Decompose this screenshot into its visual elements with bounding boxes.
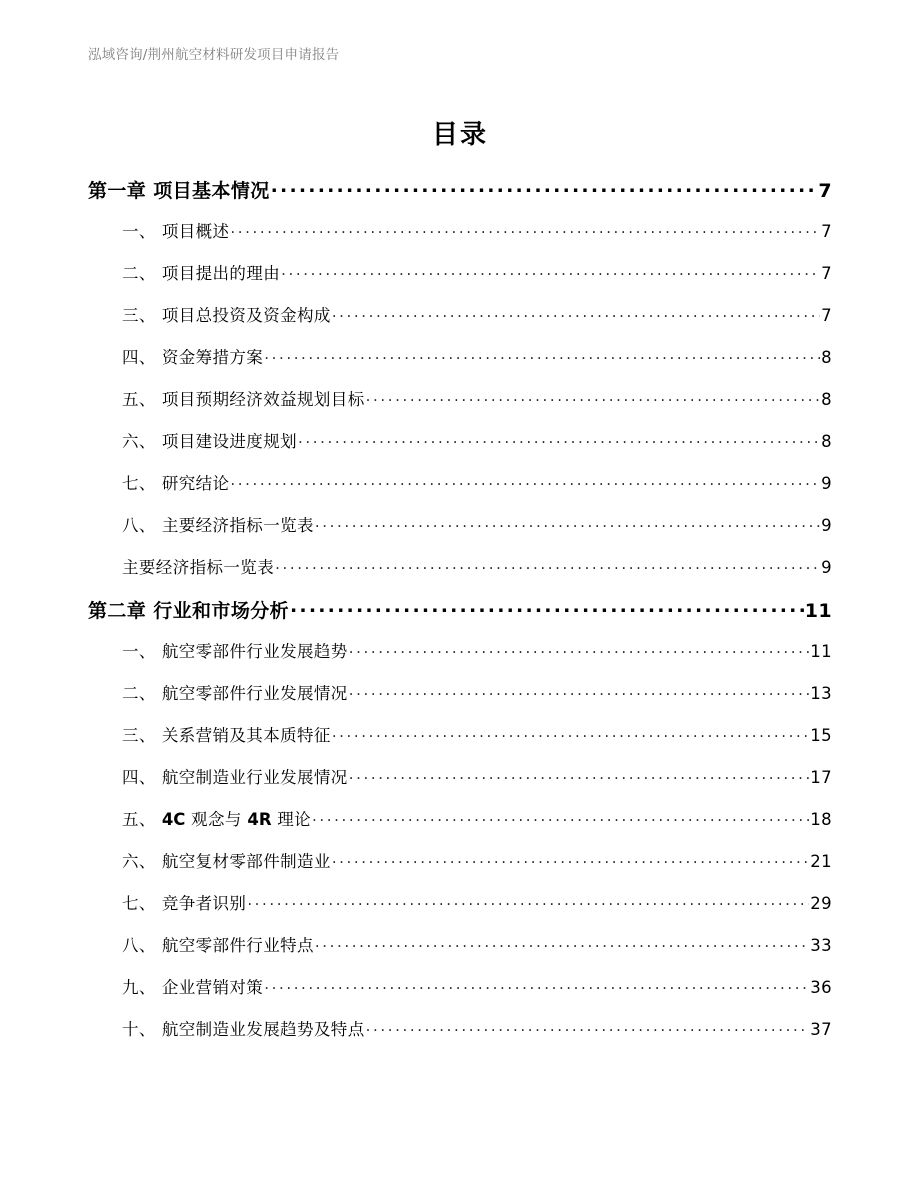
toc-entry-label: 项目提出的理由	[161, 264, 281, 283]
toc-entry-number: 一、	[122, 222, 156, 241]
toc-entry-label: 航空零部件行业特点	[161, 936, 314, 955]
dot-leader	[264, 347, 820, 364]
toc-entry-page-number: 11	[810, 642, 832, 661]
toc-entry-page-number: 29	[810, 894, 832, 913]
dot-leader	[332, 305, 820, 322]
toc-entry-label: 关系营销及其本质特征	[161, 726, 331, 745]
toc-entry-number: 八、	[122, 516, 156, 535]
toc-entry-page-number: 33	[810, 936, 832, 955]
toc-entry-label: 项目总投资及资金构成	[161, 306, 331, 325]
toc-entry-label: 航空复材零部件制造业	[161, 852, 331, 871]
toc-entry-page-number: 18	[810, 810, 832, 829]
toc-entry-资金筹措方案[interactable]	[88, 344, 832, 386]
toc-entry-项目预期经济效益规划目标[interactable]	[88, 386, 832, 428]
toc-entry-number: 四、	[122, 348, 156, 367]
toc-entry-项目概述[interactable]	[88, 218, 832, 260]
toc-entry-page-number: 9	[821, 516, 832, 535]
toc-entry-page-number: 37	[810, 1020, 832, 1039]
toc-entry-label: 航空零部件行业发展趋势	[161, 642, 348, 661]
toc-entry-航空制造业发展趋势及特点[interactable]	[88, 1016, 832, 1058]
toc-entry-number: 五、	[122, 390, 156, 409]
toc-entry-航空零部件行业特点[interactable]	[88, 932, 832, 974]
dot-leader	[366, 389, 820, 406]
dot-leader	[290, 598, 804, 617]
toc-entry-label: 竞争者识别	[161, 894, 247, 913]
running-header: 泓域咨询/荆州航空材料研发项目申请报告	[88, 47, 340, 63]
toc-entry-航空零部件行业发展情况[interactable]	[88, 680, 832, 722]
toc-entry-竞争者识别[interactable]	[88, 890, 832, 932]
toc-entry-第二章-行业和市场分析[interactable]	[88, 596, 832, 638]
table-of-contents	[88, 176, 832, 1058]
toc-entry-number: 二、	[122, 684, 156, 703]
toc-entry-number: 六、	[122, 852, 156, 871]
toc-entry-page-number: 9	[821, 474, 832, 493]
latin-fragment: 4R	[247, 810, 272, 829]
toc-entry-page-number: 7	[821, 264, 832, 283]
toc-entry-number: 六、	[122, 432, 156, 451]
dot-leader	[230, 221, 820, 238]
toc-entry-number: 七、	[122, 474, 156, 493]
toc-entry-企业营销对策[interactable]	[88, 974, 832, 1016]
toc-entry-number: 四、	[122, 768, 156, 787]
toc-entry-4c-观念与-4r-理论[interactable]	[88, 806, 832, 848]
dot-leader	[247, 893, 809, 910]
toc-entry-number: 三、	[122, 726, 156, 745]
toc-entry-label: 航空零部件行业发展情况	[161, 684, 348, 703]
toc-entry-label: 研究结论	[161, 474, 230, 493]
toc-entry-number: 八、	[122, 936, 156, 955]
dot-leader	[298, 431, 820, 448]
dot-leader	[366, 1019, 810, 1036]
dot-leader	[332, 851, 809, 868]
toc-entry-page-number: 7	[821, 306, 832, 325]
toc-entry-label: 第二章 行业和市场分析	[88, 600, 290, 622]
dot-leader	[264, 977, 809, 994]
dot-leader	[332, 725, 809, 742]
toc-entry-项目提出的理由[interactable]	[88, 260, 832, 302]
dot-leader	[349, 683, 809, 700]
toc-entry-page-number: 13	[810, 684, 832, 703]
toc-entry-label: 航空制造业发展趋势及特点	[161, 1020, 365, 1039]
toc-entry-项目总投资及资金构成[interactable]	[88, 302, 832, 344]
toc-entry-研究结论[interactable]	[88, 470, 832, 512]
toc-entry-航空零部件行业发展趋势[interactable]	[88, 638, 832, 680]
toc-entry-number: 七、	[122, 894, 156, 913]
toc-entry-page-number: 9	[821, 558, 832, 577]
dot-leader	[315, 515, 820, 532]
toc-entry-page-number: 8	[821, 390, 832, 409]
toc-entry-主要经济指标一览表[interactable]	[88, 512, 832, 554]
toc-entry-label: 项目建设进度规划	[161, 432, 298, 451]
toc-entry-number: 三、	[122, 306, 156, 325]
toc-entry-主要经济指标一览表[interactable]	[88, 554, 832, 596]
toc-entry-page-number: 15	[810, 726, 832, 745]
toc-entry-number: 一、	[122, 642, 156, 661]
toc-entry-航空复材零部件制造业[interactable]	[88, 848, 832, 890]
toc-entry-label: 4C 观念与 4R 理论	[161, 810, 312, 829]
toc-entry-label: 企业营销对策	[161, 978, 264, 997]
toc-entry-page-number: 17	[810, 768, 832, 787]
page-title: 目录	[431, 120, 488, 150]
dot-leader	[281, 263, 820, 280]
dot-leader	[349, 767, 809, 784]
toc-entry-page-number: 21	[810, 852, 832, 871]
toc-entry-label: 主要经济指标一览表	[161, 516, 314, 535]
toc-entry-第一章-项目基本情况[interactable]	[88, 176, 832, 218]
toc-entry-page-number: 7	[821, 222, 832, 241]
latin-fragment: 4C	[161, 810, 186, 829]
toc-entry-label: 项目预期经济效益规划目标	[161, 390, 365, 409]
dot-leader	[230, 473, 820, 490]
dot-leader	[349, 641, 809, 658]
toc-entry-number: 十、	[122, 1020, 156, 1039]
toc-entry-page-number: 11	[804, 600, 832, 622]
dot-leader	[312, 809, 809, 826]
dot-leader	[271, 178, 818, 197]
toc-entry-label: 航空制造业行业发展情况	[161, 768, 348, 787]
toc-entry-label: 资金筹措方案	[161, 348, 264, 367]
toc-entry-航空制造业行业发展情况[interactable]	[88, 764, 832, 806]
dot-leader	[275, 557, 820, 574]
toc-entry-label: 第一章 项目基本情况	[88, 180, 270, 202]
toc-entry-label: 项目概述	[161, 222, 230, 241]
toc-entry-page-number: 8	[821, 432, 832, 451]
toc-entry-number: 二、	[122, 264, 156, 283]
toc-entry-关系营销及其本质特征[interactable]	[88, 722, 832, 764]
toc-entry-number: 五、	[122, 810, 156, 829]
dot-leader	[315, 935, 809, 952]
toc-entry-label: 主要经济指标一览表	[122, 558, 275, 577]
toc-entry-page-number: 8	[821, 348, 832, 367]
toc-entry-number: 九、	[122, 978, 156, 997]
toc-entry-项目建设进度规划[interactable]	[88, 428, 832, 470]
toc-entry-page-number: 7	[818, 180, 832, 202]
toc-entry-page-number: 36	[810, 978, 832, 997]
